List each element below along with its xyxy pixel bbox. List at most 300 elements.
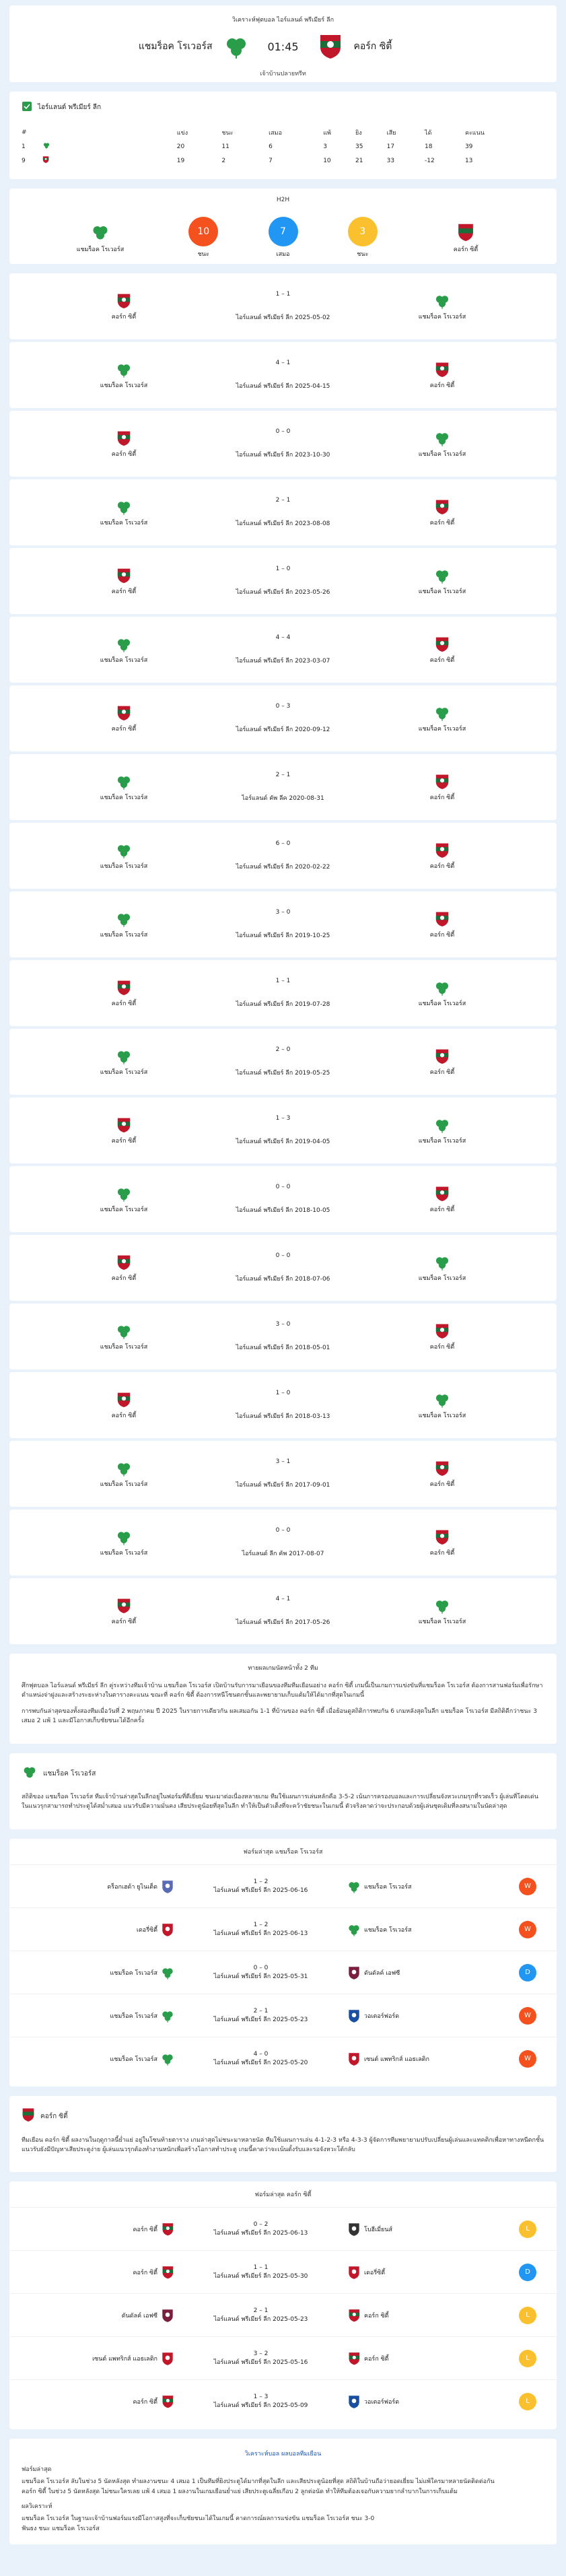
match-away-team bbox=[388, 1597, 496, 1626]
h2h-card bbox=[9, 189, 557, 264]
team-logo-icon bbox=[388, 567, 496, 586]
team-logo-icon bbox=[70, 1597, 178, 1617]
team-logo-icon bbox=[344, 2052, 364, 2066]
form-meta: ไอร์แลนด์ พรีเมียร์ ลีก 2025-05-23 bbox=[213, 2315, 308, 2323]
h2h-draws-badge: 7 bbox=[269, 217, 298, 246]
h2h-title: H2H bbox=[276, 197, 290, 203]
standings-cell: 18 bbox=[425, 143, 433, 150]
match-score: 1 – 0 bbox=[275, 566, 291, 572]
form-match-row[interactable] bbox=[9, 2250, 557, 2293]
match-away-team bbox=[388, 292, 496, 321]
form-match-row[interactable] bbox=[9, 2379, 557, 2422]
form-score: 0 – 2 bbox=[253, 2221, 269, 2228]
team-logo-icon bbox=[388, 1391, 496, 1411]
match-home-team bbox=[70, 910, 178, 939]
standings-cell: 11 bbox=[221, 143, 229, 150]
match-meta: ไอร์แลนด์ พรีเมียร์ ลีก 2020-09-12 bbox=[236, 726, 330, 733]
form-score: 2 – 1 bbox=[253, 2007, 269, 2014]
form-right-team: คอร์ก ซิตี้ bbox=[364, 2312, 389, 2319]
home-team-logo-icon bbox=[222, 32, 250, 61]
standings-cell: 35 bbox=[355, 143, 363, 150]
form-score: 1 – 2 bbox=[253, 1921, 269, 1928]
match-home-team bbox=[70, 1185, 178, 1214]
form-meta: ไอร์แลนด์ พรีเมียร์ ลีก 2025-05-20 bbox=[213, 2059, 308, 2066]
home-team-card bbox=[9, 1753, 557, 1829]
form-result-badge: L bbox=[519, 2350, 536, 2367]
match-meta: ไอร์แลนด์ พรีเมียร์ ลีก 2018-05-01 bbox=[236, 1345, 330, 1351]
form-match-row[interactable] bbox=[9, 2207, 557, 2250]
team-logo-icon bbox=[70, 979, 178, 998]
form-score: 4 – 0 bbox=[253, 2050, 269, 2058]
team-logo-icon bbox=[388, 1528, 496, 1548]
team-logo-icon bbox=[157, 1922, 178, 1937]
away-form-title: ฟอร์มล่าสุด คอร์ก ซิตี้ bbox=[254, 2192, 312, 2199]
match-away-team bbox=[388, 979, 496, 1008]
h2h-match-row[interactable] bbox=[9, 1303, 557, 1369]
h2h-match-row[interactable] bbox=[9, 1235, 557, 1301]
form-right-team: ดันดัลค์ เอฟซี bbox=[364, 1969, 400, 1977]
match-score: 2 – 0 bbox=[275, 1046, 291, 1053]
away-team-description: ทีมเยือน คอร์ก ซิตี้ ผลงานในฤดูกาลนี้ย่ำแย่ อยู่ในโซนท้ายตาราง เกมล่าสุดไม่ชนะมาหลายนัด ทีมใช้แผนการเล่น 4-1-2-3 หรือ 4-3-3 ผู้จัดการทีมพยายามปรับเปลี่ยนผู้เล่นและแทคติกเพื่อหาทางหนีตกชั้น แนวรับยังมีปัญหาเสียประตูง่าย ผู้เล่นแนวรุกต้องทำงานหนักเพื่อสร้างโอกาสทำประตู เกมนี้คาดว่าจะเน้นตั้งรับและรอจังหวะโต้กลับ bbox=[22, 2136, 544, 2153]
match-away-team bbox=[388, 1185, 496, 1214]
match-away-name: แชมร็อค โรเวอร์ส bbox=[418, 450, 466, 458]
h2h-match-row[interactable] bbox=[9, 891, 557, 957]
match-score: 1 – 0 bbox=[275, 1390, 291, 1396]
team-logo-icon bbox=[70, 1185, 178, 1205]
team-logo-icon bbox=[388, 361, 496, 380]
match-meta: ไอร์แลนด์ ลีก คัพ 2017-08-07 bbox=[242, 1551, 324, 1557]
form-result-badge: W bbox=[519, 1921, 536, 1938]
h2h-away-logo-icon bbox=[457, 238, 474, 244]
match-meta: ไอร์แลนด์ พรีเมียร์ ลีก 2018-10-05 bbox=[236, 1207, 330, 1214]
form-meta: ไอร์แลนด์ พรีเมียร์ ลีก 2025-06-16 bbox=[213, 1887, 308, 1894]
match-away-name: แชมร็อค โรเวอร์ส bbox=[418, 313, 466, 320]
team-logo-icon bbox=[388, 1254, 496, 1273]
team-logo-icon bbox=[388, 1116, 496, 1136]
away-team-logo-icon bbox=[22, 2107, 35, 2127]
match-meta: ไอร์แลนด์ พรีเมียร์ ลีก 2025-05-02 bbox=[236, 314, 330, 321]
match-away-name: คอร์ก ซิตี้ bbox=[429, 1069, 455, 1076]
h2h-match-row[interactable] bbox=[9, 479, 557, 545]
match-meta: ไอร์แลนด์ พรีเมียร์ ลีก 2017-09-01 bbox=[236, 1482, 330, 1489]
home-team-logo-icon bbox=[22, 1764, 38, 1784]
match-away-name: คอร์ก ซิตี้ bbox=[429, 382, 455, 389]
form-score: 2 – 1 bbox=[253, 2307, 269, 2314]
match-home-name: คอร์ก ซิตี้ bbox=[111, 1275, 137, 1282]
match-home-name: คอร์ก ซิตี้ bbox=[111, 313, 137, 320]
standings-col-header: เสีย bbox=[386, 130, 396, 137]
team-logo-icon bbox=[344, 2394, 364, 2409]
form-meta: ไอร์แลนด์ พรีเมียร์ ลีก 2025-05-09 bbox=[213, 2402, 308, 2409]
h2h-match-row[interactable] bbox=[9, 960, 557, 1026]
match-home-name: แชมร็อค โรเวอร์ส bbox=[100, 862, 148, 870]
home-form-title: ฟอร์มล่าสุด แชมร็อค โรเวอร์ส bbox=[243, 1849, 323, 1856]
team-logo-icon bbox=[388, 1185, 496, 1205]
form-left-team: คอร์ก ซิตี้ bbox=[133, 2269, 157, 2276]
match-meta: ไอร์แลนด์ พรีเมียร์ ลีก 2023-10-30 bbox=[236, 452, 330, 459]
match-home-name: คอร์ก ซิตี้ bbox=[111, 1412, 137, 1419]
team-logo-icon bbox=[388, 1048, 496, 1067]
team-logo-icon bbox=[157, 2265, 178, 2280]
match-home-team bbox=[70, 567, 178, 596]
team-logo-icon bbox=[70, 1322, 178, 1342]
form-right-team: เดอรี่ซิตี้ bbox=[364, 2269, 386, 2276]
match-meta: ไอร์แลนด์ พรีเมียร์ ลีก 2023-05-26 bbox=[236, 589, 330, 596]
prediction-subheading: ฟอร์มล่าสุด bbox=[22, 2466, 52, 2473]
match-home-team bbox=[70, 1116, 178, 1145]
standings-col-header: แพ้ bbox=[323, 130, 331, 137]
match-score: 2 – 1 bbox=[275, 497, 291, 504]
match-away-team bbox=[388, 1116, 496, 1145]
standings-col-header: คะแนน bbox=[464, 130, 485, 137]
match-meta: ไอร์แลนด์ พรีเมียร์ ลีก 2023-08-08 bbox=[236, 520, 330, 527]
match-home-team bbox=[70, 361, 178, 390]
match-meta: ไอร์แลนด์ พรีเมียร์ ลีก 2019-07-28 bbox=[236, 1001, 330, 1008]
team-logo-icon bbox=[157, 2052, 178, 2066]
match-away-team bbox=[388, 1048, 496, 1077]
standings-col-header: ยิง bbox=[355, 130, 362, 137]
match-home-name: แชมร็อค โรเวอร์ส bbox=[100, 656, 148, 664]
standings-cell: 1 bbox=[22, 143, 26, 150]
match-away-team bbox=[388, 498, 496, 527]
team-logo-icon bbox=[157, 1965, 178, 1980]
form-meta: ไอร์แลนด์ พรีเมียร์ ลีก 2025-06-13 bbox=[213, 2229, 308, 2237]
match-time: 01:45 bbox=[267, 40, 299, 53]
h2h-match-row[interactable] bbox=[9, 1166, 557, 1232]
standings-cell: 6 bbox=[269, 143, 273, 150]
team-logo-icon bbox=[157, 2308, 178, 2323]
team-logo-icon bbox=[388, 498, 496, 518]
analysis-card bbox=[9, 1654, 557, 1744]
match-meta: ไอร์แลนด์ พรีเมียร์ ลีก 2018-03-13 bbox=[236, 1413, 330, 1420]
match-away-team bbox=[388, 1254, 496, 1283]
form-left-team: ดร็อกเฮด้า ยูไนเต็ด bbox=[107, 1883, 157, 1891]
away-team-title[interactable]: คอร์ก ซิตี้ bbox=[40, 2113, 68, 2121]
team-logo-icon bbox=[388, 842, 496, 861]
h2h-match-row[interactable] bbox=[9, 1097, 557, 1163]
standings-cell: 2 bbox=[221, 157, 226, 164]
form-left-team: คอร์ก ซิตี้ bbox=[133, 2226, 157, 2233]
match-score: 0 – 3 bbox=[275, 703, 291, 710]
match-home-name: แชมร็อค โรเวอร์ส bbox=[100, 519, 148, 527]
match-away-name: แชมร็อค โรเวอร์ส bbox=[418, 1275, 466, 1282]
team-logo-icon bbox=[70, 704, 178, 724]
form-right-team: เซนต์ แพทริกส์ แอธเลติก bbox=[364, 2056, 429, 2063]
team-logo-icon bbox=[70, 361, 178, 380]
team-logo-icon bbox=[70, 1391, 178, 1411]
match-home-name: คอร์ก ซิตี้ bbox=[111, 1137, 137, 1145]
match-away-team bbox=[388, 1322, 496, 1351]
team-logo-icon bbox=[388, 430, 496, 449]
match-meta: ไอร์แลนด์ พรีเมียร์ ลีก 2023-03-07 bbox=[236, 658, 330, 665]
match-home-team bbox=[70, 1322, 178, 1351]
h2h-match-row[interactable] bbox=[9, 1510, 557, 1575]
h2h-losses-label: ชนะ bbox=[357, 251, 369, 258]
standings-cell: 19 bbox=[176, 157, 185, 164]
form-match-row[interactable] bbox=[9, 1907, 557, 1951]
standings-col-header: ชนะ bbox=[221, 130, 234, 137]
team-logo-icon bbox=[388, 1597, 496, 1617]
h2h-match-list bbox=[0, 273, 566, 1644]
away-team-card bbox=[9, 2096, 557, 2172]
match-home-name: คอร์ก ซิตี้ bbox=[111, 1000, 137, 1007]
form-meta: ไอร์แลนด์ พรีเมียร์ ลีก 2025-05-31 bbox=[213, 1973, 308, 1980]
match-score: 0 – 0 bbox=[275, 428, 291, 435]
team-logo-icon bbox=[70, 1048, 178, 1067]
h2h-home-name[interactable]: แชมร็อค โรเวอร์ส bbox=[76, 246, 125, 253]
home-team-name[interactable]: แชมร็อค โรเวอร์ส bbox=[138, 41, 213, 52]
team-logo-icon bbox=[70, 773, 178, 792]
match-away-name: แชมร็อค โรเวอร์ส bbox=[418, 1000, 466, 1007]
form-result-badge: W bbox=[519, 1878, 536, 1895]
match-score: 4 – 1 bbox=[275, 360, 291, 366]
match-away-name: คอร์ก ซิตี้ bbox=[429, 1206, 455, 1213]
match-score: 6 – 0 bbox=[275, 840, 291, 847]
match-meta: ไอร์แลนด์ พรีเมียร์ ลีก 2020-02-22 bbox=[236, 864, 330, 871]
match-away-team bbox=[388, 704, 496, 733]
h2h-home-logo-icon bbox=[90, 238, 110, 244]
match-away-name: คอร์ก ซิตี้ bbox=[429, 862, 455, 870]
standings-cell: 21 bbox=[355, 157, 363, 164]
team-logo-icon bbox=[70, 842, 178, 861]
form-match-row[interactable] bbox=[9, 1951, 557, 1994]
match-away-team bbox=[388, 1460, 496, 1489]
team-logo-icon bbox=[344, 2222, 364, 2237]
match-home-name: แชมร็อค โรเวอร์ส bbox=[100, 1343, 148, 1351]
team-logo-icon bbox=[388, 773, 496, 792]
standings-cell: 33 bbox=[386, 157, 395, 164]
h2h-match-row[interactable] bbox=[9, 1372, 557, 1438]
match-home-team bbox=[70, 842, 178, 871]
match-away-team bbox=[388, 842, 496, 871]
form-meta: ไอร์แลนด์ พรีเมียร์ ลีก 2025-05-23 bbox=[213, 2016, 308, 2023]
home-team-title[interactable]: แชมร็อค โรเวอร์ส bbox=[43, 1769, 96, 1777]
team-logo-icon bbox=[157, 1879, 178, 1894]
match-away-name: คอร์ก ซิตี้ bbox=[429, 519, 455, 527]
standings-row[interactable] bbox=[22, 154, 544, 168]
team-logo-icon bbox=[70, 1254, 178, 1273]
h2h-match-row[interactable] bbox=[9, 754, 557, 820]
standings-row[interactable] bbox=[22, 139, 544, 154]
standings-cell: -12 bbox=[425, 157, 435, 164]
prediction-paragraph: แชมร็อค โรเวอร์ส ลับในช่วง 5 นัดหลังสุด ทำผลงานชนะ 4 เสมอ 1 เป็นทีมที่ยิงประตูได้มากที่สุดในลีก และเสียประตูน้อยที่สุด สถิติในบ้านถือว่ายอดเยี่ยม ไม่แพ้ใครมาหลายนัดติดต่อกัน bbox=[22, 2478, 495, 2486]
match-away-name: แชมร็อค โรเวอร์ส bbox=[418, 1137, 466, 1145]
match-away-team bbox=[388, 910, 496, 939]
team-logo-icon bbox=[70, 567, 178, 586]
venue-label: เจ้าบ้านปลายทรีท bbox=[260, 71, 306, 77]
h2h-match-row[interactable] bbox=[9, 617, 557, 683]
standings-league-name[interactable]: ไอร์แลนด์ พรีเมียร์ ลีก bbox=[38, 104, 102, 111]
h2h-losses-badge: 3 bbox=[348, 217, 378, 246]
match-score: 1 – 1 bbox=[275, 978, 291, 984]
form-left-team: แชมร็อค โรเวอร์ส bbox=[110, 2056, 157, 2063]
match-home-name: คอร์ก ซิตี้ bbox=[111, 725, 137, 733]
match-home-team bbox=[70, 1391, 178, 1420]
team-logo-icon bbox=[70, 1528, 178, 1548]
standings-col-header: แข่ง bbox=[176, 130, 188, 137]
team-logo-icon bbox=[344, 2351, 364, 2366]
prediction-title: วิเคราะห์บอล ผลบอลทีมเยือน bbox=[244, 2451, 322, 2458]
h2h-draws-label: เสมอ bbox=[276, 251, 290, 258]
home-team-description: สถิติของ แชมร็อค โรเวอร์ส ทีมเจ้าบ้านล่าสุดในลีกอยู่ในฟอร์มที่ดีเยี่ยม ชนะมาต่อเนื่องหลายเกม ทีมใช้แผนการเล่นหลักคือ 3-5-2 เน้นการครองบอลและการเปลี่ยนจังหวะเกมรุกที่รวดเร็ว ผู้เล่นที่โดดเด่นในแนวรุกสามารถทำประตูได้สม่ำเสมอ แนวรับมีความมั่นคง เสียประตูน้อยที่สุดในลีก ทำให้เป็นตัวเต็งที่จะคว้าชัยชนะในเกมนี้ ตัวจริงคาดว่าจะประกอบด้วยผู้เล่นชุดเดิมที่ลงสนามในนัดล่าสุด bbox=[22, 1794, 538, 1810]
h2h-wins-label: ชนะ bbox=[197, 251, 209, 258]
team-logo-icon bbox=[388, 1322, 496, 1342]
away-form-card bbox=[9, 2181, 557, 2429]
form-right-team: วอเตอร์ฟอร์ด bbox=[364, 2012, 400, 2020]
match-score: 1 – 1 bbox=[275, 291, 291, 298]
match-home-team bbox=[70, 498, 178, 527]
match-away-team bbox=[388, 430, 496, 459]
team-logo-icon bbox=[70, 430, 178, 449]
prediction-paragraph: คอร์ก ซิตี้ ในช่วง 5 นัดหลังสุด ไม่ชนะใครเลย แพ้ 4 เสมอ 1 ผลงานในเกมเยือนย่ำแย่ เสียประตูเฉลี่ยเกือบ 2 ลูกต่อนัด ทำให้ทีมต้องเจอกับความยากลำบากในการเก็บแต้ม bbox=[22, 2488, 458, 2495]
form-score: 1 – 3 bbox=[253, 2393, 269, 2400]
standings-cell: 17 bbox=[386, 143, 395, 150]
match-home-team bbox=[70, 430, 178, 459]
prediction-paragraph: แชมร็อค โรเวอร์ส ในฐานะเจ้าบ้านฟอร์มแรงมีโอกาสสูงที่จะเก็บชัยชนะได้ในเกมนี้ คาดการณ์ผลการแข่งขัน แชมร็อค โรเวอร์ส ชนะ 3-0 bbox=[22, 2515, 375, 2523]
h2h-match-row[interactable] bbox=[9, 548, 557, 614]
team-logo-icon bbox=[344, 1879, 364, 1894]
match-home-name: คอร์ก ซิตี้ bbox=[111, 450, 137, 458]
analysis-paragraph: การพบกันล่าสุดของทั้งสองทีมเมื่อวันที่ 2 พฤษภาคม ปี 2025 ในรายการเดียวกัน ผลเสมอกัน 1-1 ที่บ้านของ คอร์ก ซิตี้ เมื่อย้อนดูสถิติการพบกัน 6 เกมหลังสุดในลีก แชมร็อค โรเวอร์ส มีสถิติดีกว่าชนะ 3 เสมอ 2 แพ้ 1 และมีโอกาสเก็บชัยชนะได้อีกครั้ง bbox=[22, 1707, 537, 1724]
match-home-team bbox=[70, 773, 178, 802]
match-meta: ไอร์แลนด์ พรีเมียร์ ลีก 2019-10-25 bbox=[236, 933, 330, 939]
team-logo-icon bbox=[388, 292, 496, 312]
form-left-team: เซนต์ แพทริกส์ แอธเลติก bbox=[92, 2355, 157, 2363]
match-score: 0 – 0 bbox=[275, 1184, 291, 1190]
team-logo-icon bbox=[388, 704, 496, 724]
match-away-team bbox=[388, 567, 496, 596]
match-home-name: คอร์ก ซิตี้ bbox=[111, 588, 137, 595]
match-away-name: แชมร็อค โรเวอร์ส bbox=[418, 725, 466, 733]
form-score: 3 – 2 bbox=[253, 2350, 269, 2357]
match-home-team bbox=[70, 1460, 178, 1489]
form-match-row[interactable] bbox=[9, 2037, 557, 2080]
team-logo-icon bbox=[344, 1922, 364, 1937]
h2h-match-row[interactable] bbox=[9, 823, 557, 889]
form-match-row[interactable] bbox=[9, 2336, 557, 2379]
form-result-badge: W bbox=[519, 2007, 536, 2025]
match-away-team bbox=[388, 1528, 496, 1557]
form-left-team: ดันดัลค์ เอฟซี bbox=[121, 2312, 157, 2319]
form-result-badge: L bbox=[519, 2307, 536, 2324]
form-result-badge: D bbox=[519, 2264, 536, 2281]
h2h-match-row[interactable] bbox=[9, 273, 557, 339]
match-home-name: แชมร็อค โรเวอร์ส bbox=[100, 1481, 148, 1488]
form-match-row[interactable] bbox=[9, 2293, 557, 2336]
match-home-team bbox=[70, 1597, 178, 1626]
team-logo-icon bbox=[70, 292, 178, 312]
match-home-team bbox=[70, 636, 178, 665]
match-meta: ไอร์แลนด์ พรีเมียร์ ลีก 2017-05-26 bbox=[236, 1619, 330, 1626]
team-logo-icon bbox=[344, 1965, 364, 1980]
prediction-verdict: ฟันธง ชนะ แชมร็อค โรเวอร์ส bbox=[22, 2525, 100, 2532]
match-score: 4 – 1 bbox=[275, 1596, 291, 1602]
away-team-name[interactable]: คอร์ก ซิตี้ bbox=[353, 41, 392, 52]
prediction-subheading: ผลวิเคราะห์ bbox=[22, 2503, 52, 2510]
form-meta: ไอร์แลนด์ พรีเมียร์ ลีก 2025-05-16 bbox=[213, 2359, 308, 2366]
analysis-title: ทายผลเกมนัดหน้าทั้ง 2 ทีม bbox=[248, 1665, 318, 1672]
match-home-team bbox=[70, 704, 178, 733]
match-away-team bbox=[388, 1391, 496, 1420]
match-home-team bbox=[70, 1528, 178, 1557]
match-away-team bbox=[388, 773, 496, 802]
h2h-match-row[interactable] bbox=[9, 1029, 557, 1095]
h2h-match-row[interactable] bbox=[9, 411, 557, 477]
team-logo-icon bbox=[70, 636, 178, 655]
standings-cell: 7 bbox=[269, 157, 273, 164]
team-logo-icon bbox=[157, 2222, 178, 2237]
match-away-name: แชมร็อค โรเวอร์ส bbox=[418, 1412, 466, 1419]
team-logo-icon bbox=[157, 2351, 178, 2366]
match-away-team bbox=[388, 361, 496, 390]
h2h-match-row[interactable] bbox=[9, 685, 557, 751]
h2h-match-row[interactable] bbox=[9, 342, 557, 408]
team-logo-icon bbox=[70, 910, 178, 930]
team-logo-icon bbox=[344, 2308, 364, 2323]
team-logo-icon bbox=[388, 636, 496, 655]
match-meta: ไอร์แลนด์ พรีเมียร์ ลีก 2019-04-05 bbox=[236, 1139, 330, 1145]
form-result-badge: W bbox=[519, 2050, 536, 2068]
match-header bbox=[9, 5, 557, 82]
standings-cell: 9 bbox=[22, 157, 26, 164]
team-logo-icon bbox=[70, 498, 178, 518]
match-home-name: แชมร็อค โรเวอร์ส bbox=[100, 1549, 148, 1557]
form-meta: ไอร์แลนด์ พรีเมียร์ ลีก 2025-05-30 bbox=[213, 2272, 308, 2280]
match-home-name: แชมร็อค โรเวอร์ส bbox=[100, 382, 148, 389]
h2h-match-row[interactable] bbox=[9, 1578, 557, 1644]
h2h-away-name[interactable]: คอร์ก ซิตี้ bbox=[453, 246, 479, 253]
match-home-name: แชมร็อค โรเวอร์ส bbox=[100, 931, 148, 939]
standings-cell: 10 bbox=[323, 157, 331, 164]
standings-col-header bbox=[42, 126, 177, 139]
form-score: 0 – 0 bbox=[253, 1964, 269, 1971]
match-score: 0 – 0 bbox=[275, 1252, 291, 1259]
form-right-team: แชมร็อค โรเวอร์ส bbox=[364, 1926, 412, 1934]
match-away-name: แชมร็อค โรเวอร์ส bbox=[418, 588, 466, 595]
form-match-row[interactable] bbox=[9, 1864, 557, 1907]
match-away-name: คอร์ก ซิตี้ bbox=[429, 1549, 455, 1557]
match-score: 3 – 0 bbox=[275, 909, 291, 916]
match-home-team bbox=[70, 979, 178, 1008]
standings-col-header: เสมอ bbox=[269, 130, 282, 137]
match-away-name: คอร์ก ซิตี้ bbox=[429, 931, 455, 939]
match-home-name: แชมร็อค โรเวอร์ส bbox=[100, 1069, 148, 1076]
team-logo-icon bbox=[70, 1460, 178, 1479]
match-score: 3 – 1 bbox=[275, 1458, 291, 1465]
match-home-team bbox=[70, 1048, 178, 1077]
h2h-match-row[interactable] bbox=[9, 1441, 557, 1507]
team-logo-icon bbox=[388, 910, 496, 930]
match-away-name: แชมร็อค โรเวอร์ส bbox=[418, 1618, 466, 1625]
match-meta: ไอร์แลนด์ พรีเมียร์ ลีก 2025-04-15 bbox=[236, 383, 330, 390]
league-logo-icon bbox=[22, 101, 32, 114]
standings-cell: 20 bbox=[176, 143, 185, 150]
match-home-name: คอร์ก ซิตี้ bbox=[111, 1618, 137, 1625]
match-score: 3 – 0 bbox=[275, 1321, 291, 1328]
match-score: 0 – 0 bbox=[275, 1527, 291, 1534]
league-title: วิเคราะห์ฟุตบอล ไอร์แลนด์ พรีเมียร์ ลีก bbox=[232, 17, 334, 24]
match-away-name: คอร์ก ซิตี้ bbox=[429, 1481, 455, 1488]
match-home-team bbox=[70, 1254, 178, 1283]
team-logo-icon bbox=[70, 1116, 178, 1136]
team-logo-icon bbox=[388, 979, 496, 998]
home-form-card bbox=[9, 1839, 557, 2087]
standings-cell: 39 bbox=[464, 143, 473, 150]
match-meta: ไอร์แลนด์ พรีเมียร์ ลีก 2018-07-06 bbox=[236, 1276, 330, 1283]
standings-card bbox=[9, 92, 557, 179]
team-logo-icon bbox=[388, 1460, 496, 1479]
form-match-row[interactable] bbox=[9, 1994, 557, 2037]
